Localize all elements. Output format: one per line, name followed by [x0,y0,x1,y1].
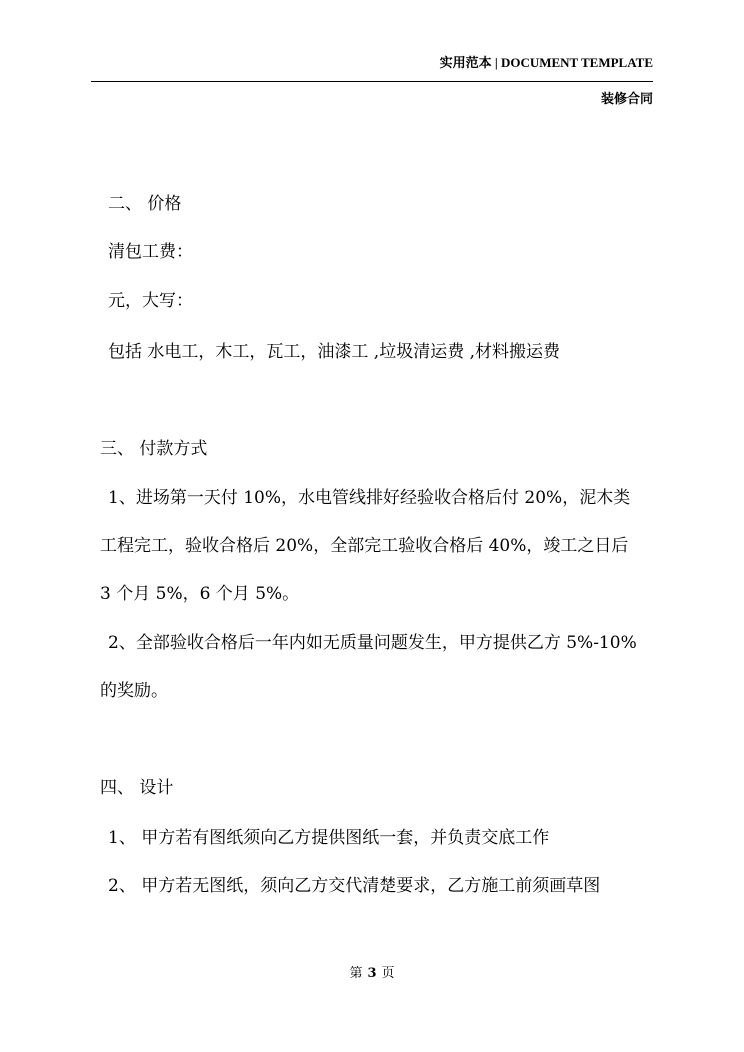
footer-prefix: 第 [349,966,363,981]
footer-suffix: 页 [381,966,395,981]
text-line: 的奖励。 [100,681,168,701]
text-line: 2、全部验收合格后一年内如无质量问题发生，甲方提供乙方 5%-10% [108,633,637,653]
text-line: 工程完工，验收合格后 20%，全部完工验收合格后 40%，竣工之日后 [100,536,629,556]
section-heading-payment: 三、 付款方式 [100,439,208,459]
text-line: 包括 水电工，木工，瓦工，油漆工 ,垃圾清运费 ,材料搬运费 [108,342,561,362]
page-number: 3 [367,966,377,981]
page-footer [0,962,744,981]
section-heading-design: 四、 设计 [100,778,174,798]
text-line: 1、进场第一天付 10%，水电管线排好经验收合格后付 20%，泥木类 [108,488,631,508]
header-divider [91,81,653,82]
text-line: 元，大写： [108,291,193,311]
section-heading-price: 二、 价格 [108,194,182,214]
text-line: 清包工费： [108,242,193,262]
header-subtitle: 装修合同 [600,92,653,107]
header-title: 实用范本 | DOCUMENT TEMPLATE [439,55,653,70]
text-line: 1、 甲方若有图纸须向乙方提供图纸一套，并负责交底工作 [108,828,550,848]
text-line: 3 个月 5%，6 个月 5%。 [100,584,300,604]
text-line: 2、 甲方若无图纸，须向乙方交代清楚要求，乙方施工前须画草图 [108,876,601,896]
